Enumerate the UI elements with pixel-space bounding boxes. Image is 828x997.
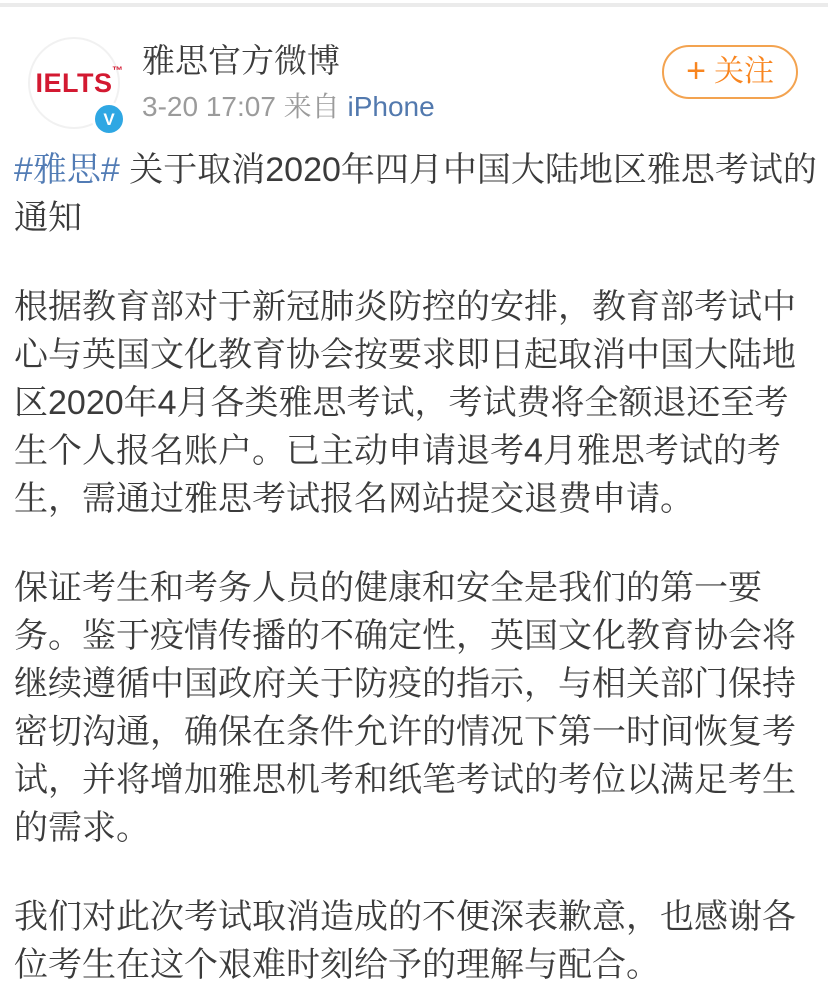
verified-badge-icon: V [92,102,126,136]
source-prefix: 来自 [283,91,340,123]
hashtag-link[interactable]: #雅思# [14,151,120,189]
post-paragraph: 根据教育部对于新冠肺炎防控的安排，教育部考试中心与英国文化教育协会按要求即日起取消中国大陆地区2020年4月各类雅思考试，考试费将全额退还至考生个人报名账户。已主动申请退考4月雅思考试的考生，需通过雅思考试报名网站提交退费申请。 [14,288,796,518]
source-link[interactable]: iPhone [347,91,435,123]
post-paragraph: 保证考生和考务人员的健康和安全是我们的第一要务。鉴于疫情传播的不确定性，英国文化教育协会将继续遵循中国政府关于防疫的指示，与相关部门保持密切沟通，确保在条件允许的情况下第一时间恢复考试，并将增加雅思机考和纸笔考试的考位以满足考生的需求。 [14,569,796,847]
post-header [0,7,828,129]
ielts-logo-text: IELTS ™ [35,64,124,98]
post-content [0,129,828,989]
post-title-text: 关于取消2020年四月中国大陆地区雅思考试的通知 [14,151,817,237]
follow-button[interactable] [662,45,798,99]
header-text [142,37,662,123]
post-title [14,146,820,242]
avatar[interactable] [28,37,124,129]
post-paragraph: 我们对此次考试取消造成的不便深表歉意，也感谢各位考生在这个艰难时刻给予的理解与配合。 [14,898,796,984]
timestamp: 3-20 17:07 [142,91,276,123]
follow-button-label: 关注 [714,55,774,88]
plus-icon: + [686,52,706,90]
trademark-symbol: ™ [112,64,124,77]
user-name-link[interactable]: 雅思官方微博 [142,42,340,79]
post-meta [142,92,662,123]
